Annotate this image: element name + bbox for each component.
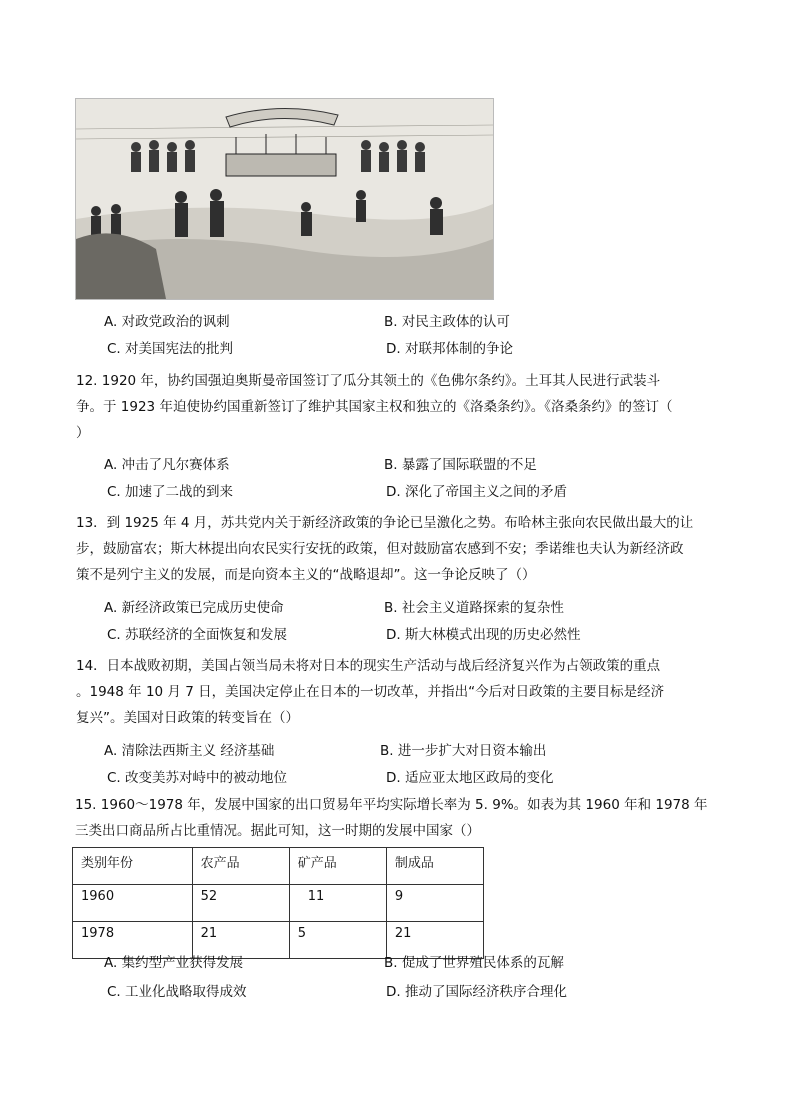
q15-option-b[interactable]: B. 促成了世界殖民体系的瓦解	[384, 955, 564, 971]
table-header-cell: 制成品	[386, 848, 483, 885]
q12-option-c[interactable]: C. 加速了二战的到来	[107, 484, 234, 500]
export-share-table	[72, 847, 484, 959]
q15-stem	[75, 792, 715, 844]
q12-line: ）	[76, 425, 90, 441]
q13-line: 步，鼓励富农；斯大林提出向农民实行安抚的政策，但对鼓励富农感到不安；季诺维也夫认为新经济政	[76, 541, 684, 557]
q13-option-c[interactable]: C. 苏联经济的全面恢复和发展	[107, 627, 288, 643]
table-cell: 9	[386, 885, 483, 922]
q11-option-c[interactable]: C. 对美国宪法的批判	[107, 341, 234, 357]
q11-option-d[interactable]: D. 对联邦体制的争论	[386, 341, 513, 357]
q13-line: 策不是列宁主义的发展，而是向资本主义的“战略退却”。这一争论反映了（）	[76, 567, 536, 583]
q14-line: 14．日本战败初期，美国占领当局未将对日本的现实生产活动与战后经济复兴作为占领政策的重点	[76, 658, 661, 674]
q11-option-a[interactable]: A. 对政党政治的讽刺	[104, 314, 230, 330]
q12-stem	[76, 368, 716, 446]
q12-option-b[interactable]: B. 暴露了国际联盟的不足	[384, 457, 537, 473]
q14-line: 。1948 年 10 月 7 日，美国决定停止在日本的一切改革，并指出“今后对日政策的主要目标是经济	[76, 684, 665, 700]
table-cell: 1978	[73, 922, 193, 959]
table-header-cell: 矿产品	[289, 848, 386, 885]
table-row	[73, 885, 484, 922]
q14-line: 复兴”。美国对日政策的转变旨在（）	[76, 710, 299, 726]
q15-line: 15. 1960～1978 年，发展中国家的出口贸易年平均实际增长率为 5. 9%。如表为其 1960 年和 1978 年	[75, 797, 708, 813]
table-cell: 52	[192, 885, 289, 922]
table-cell: 11	[289, 885, 386, 922]
political-cartoon-image	[75, 98, 494, 300]
q12-line: 12. 1920 年，协约国强迫奥斯曼帝国签订了瓜分其领土的《色佛尔条约》。土耳其人民进行武装斗	[76, 373, 661, 389]
q15-option-c[interactable]: C. 工业化战略取得成效	[107, 984, 247, 1000]
q14-option-a[interactable]: A. 清除法西斯主义 经济基础	[104, 743, 275, 759]
table-cell: 5	[289, 922, 386, 959]
table-header-cell: 类别年份	[73, 848, 193, 885]
q12-option-d[interactable]: D. 深化了帝国主义之间的矛盾	[386, 484, 567, 500]
q15-option-a[interactable]: A. 集约型产业获得发展	[104, 955, 244, 971]
q14-option-b[interactable]: B. 进一步扩大对日资本输出	[380, 743, 547, 759]
q11-option-b[interactable]: B. 对民主政体的认可	[384, 314, 510, 330]
q12-option-a[interactable]: A. 冲击了凡尔赛体系	[104, 457, 230, 473]
q13-stem	[76, 510, 716, 588]
table-cell: 21	[192, 922, 289, 959]
q13-option-a[interactable]: A. 新经济政策已完成历史使命	[104, 600, 284, 616]
q14-stem	[76, 653, 716, 731]
q14-option-d[interactable]: D. 适应亚太地区政局的变化	[386, 770, 554, 786]
q12-line: 争。于 1923 年迫使协约国重新签订了维护其国家主权和独立的《洛桑条约》。《洛桑条约》的签订（	[76, 399, 673, 415]
q15-line: 三类出口商品所占比重情况。据此可知，这一时期的发展中国家（）	[75, 823, 480, 839]
table-header-cell: 农产品	[192, 848, 289, 885]
table-cell: 1960	[73, 885, 193, 922]
q15-option-d[interactable]: D. 推动了国际经济秩序合理化	[386, 984, 567, 1000]
table-header-row	[73, 848, 484, 885]
q13-option-d[interactable]: D. 斯大林模式出现的历史必然性	[386, 627, 581, 643]
q14-option-c[interactable]: C. 改变美苏对峙中的被动地位	[107, 770, 288, 786]
q13-line: 13．到 1925 年 4 月，苏共党内关于新经济政策的争论已呈激化之势。布哈林主张向农民做出最大的让	[76, 515, 694, 531]
q13-option-b[interactable]: B. 社会主义道路探索的复杂性	[384, 600, 564, 616]
table-cell: 21	[386, 922, 483, 959]
